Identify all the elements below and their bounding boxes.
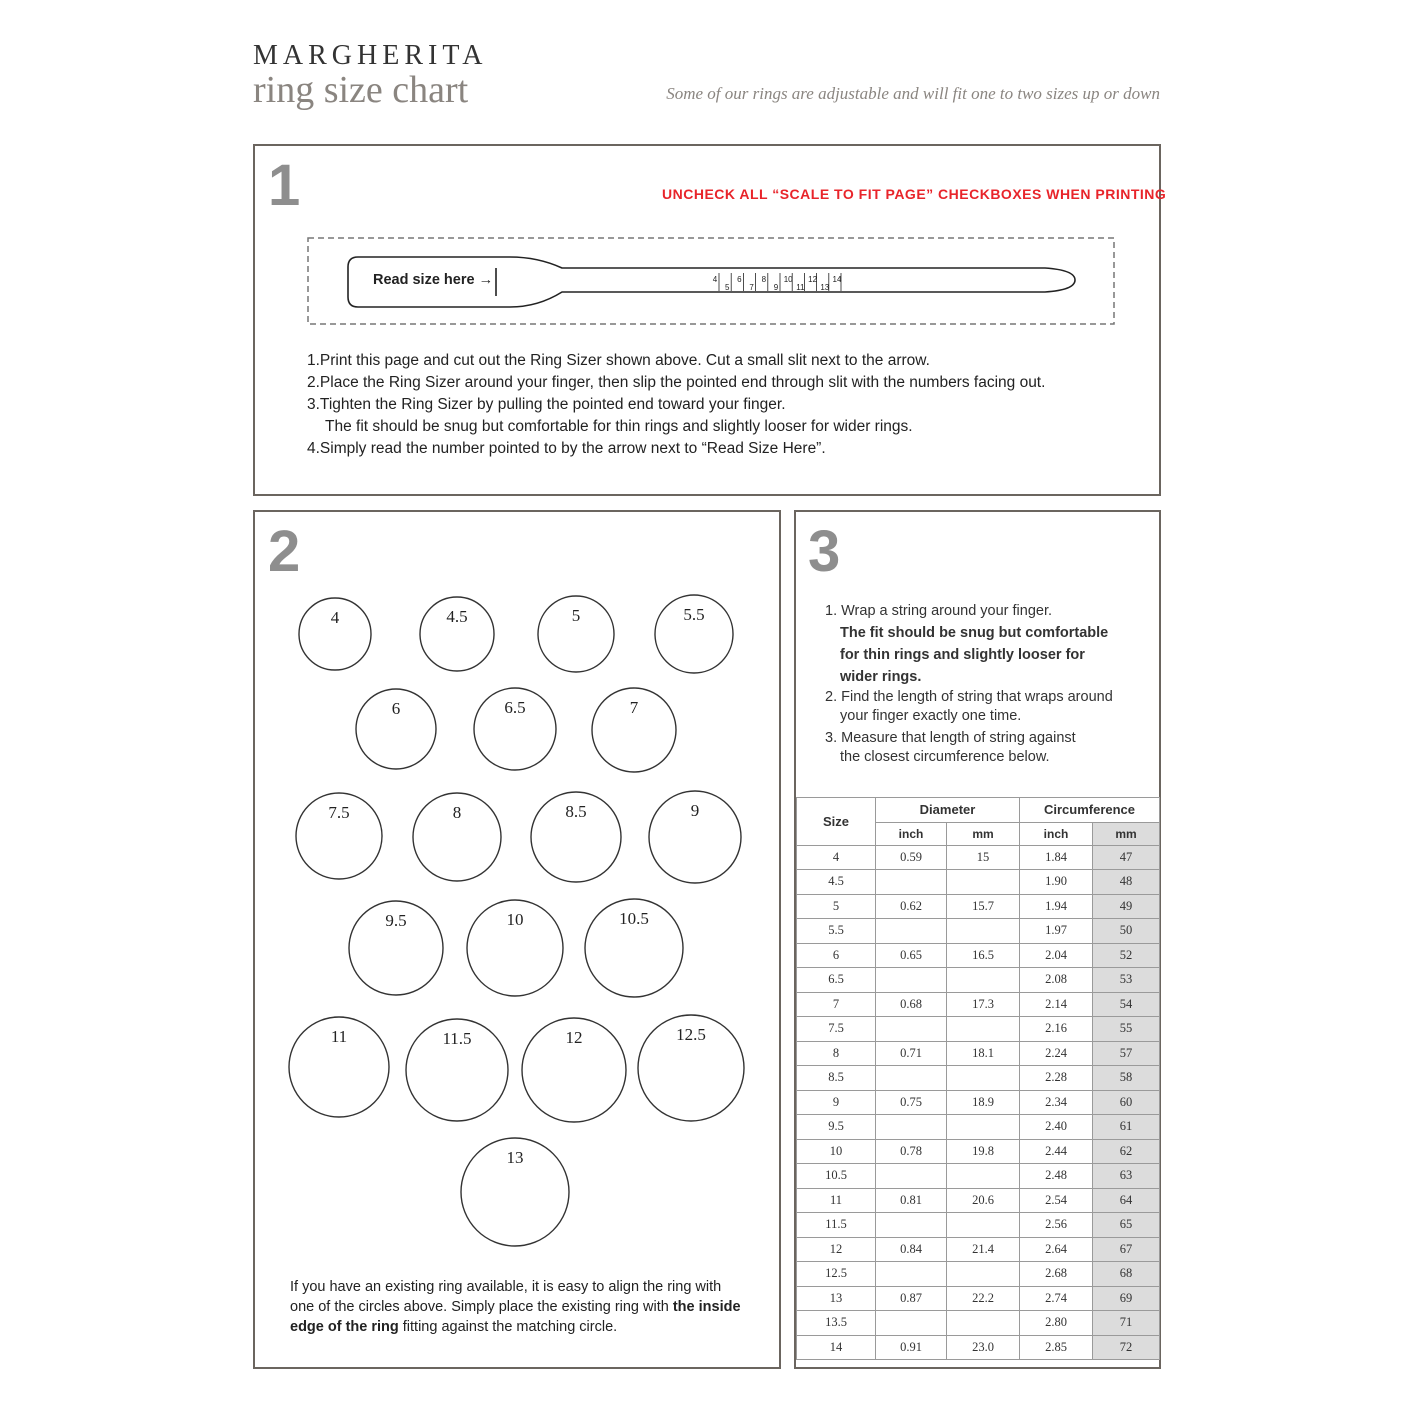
table-row bbox=[797, 1237, 1160, 1262]
cell-circ-inch: 2.24 bbox=[1020, 1041, 1093, 1066]
cell-diameter-inch: 0.84 bbox=[876, 1237, 947, 1262]
cell-circ-inch: 2.40 bbox=[1020, 1115, 1093, 1140]
cell-diameter-inch: 0.59 bbox=[876, 845, 947, 870]
cell-size: 11.5 bbox=[797, 1213, 876, 1238]
cell-circ-inch: 2.64 bbox=[1020, 1237, 1093, 1262]
step2-footer-line3 bbox=[290, 1317, 741, 1337]
table-row bbox=[797, 1335, 1160, 1360]
cell-size: 8.5 bbox=[797, 1066, 876, 1091]
ring-circle-label: 6 bbox=[391, 699, 401, 718]
cell-diameter-mm: 22.2 bbox=[947, 1286, 1020, 1311]
sizer-tick-label: 11 bbox=[796, 283, 805, 292]
cell-diameter-mm: 18.1 bbox=[947, 1041, 1020, 1066]
cell-circ-mm: 55 bbox=[1093, 1017, 1160, 1042]
step1-instructions bbox=[307, 350, 1045, 460]
header-diameter-inch: inch bbox=[876, 822, 947, 845]
cell-circ-inch: 2.54 bbox=[1020, 1188, 1093, 1213]
ring-circle-label: 4.5 bbox=[446, 607, 468, 626]
cell-diameter-inch: 0.68 bbox=[876, 992, 947, 1017]
cell-circ-inch: 2.14 bbox=[1020, 992, 1093, 1017]
cell-size: 12.5 bbox=[797, 1262, 876, 1287]
cell-size: 11 bbox=[797, 1188, 876, 1213]
ring-circle-label: 13 bbox=[506, 1148, 524, 1167]
cell-circ-inch: 1.94 bbox=[1020, 894, 1093, 919]
cell-diameter-mm bbox=[947, 1213, 1020, 1238]
header-circ-inch: inch bbox=[1020, 822, 1093, 845]
step3-instruction-1-note-c: wider rings. bbox=[840, 669, 922, 685]
cell-diameter-mm bbox=[947, 1115, 1020, 1140]
cell-circ-inch: 2.85 bbox=[1020, 1335, 1093, 1360]
cell-size: 5.5 bbox=[797, 919, 876, 944]
print-warning: UNCHECK ALL “SCALE TO FIT PAGE” CHECKBOXES WHEN PRINTING bbox=[662, 186, 1167, 202]
cell-size: 6.5 bbox=[797, 968, 876, 993]
table-row bbox=[797, 1311, 1160, 1336]
cell-circ-mm: 62 bbox=[1093, 1139, 1160, 1164]
cell-size: 9.5 bbox=[797, 1115, 876, 1140]
step1-instruction-2: 2.Place the Ring Sizer around your finger, then slip the pointed end through slit with the numbers facing out. bbox=[307, 374, 1046, 391]
cell-circ-inch: 2.08 bbox=[1020, 968, 1093, 993]
ring-circle-label: 5.5 bbox=[683, 605, 705, 624]
step3-instruction-1: 1. Wrap a string around your finger. bbox=[825, 603, 1053, 619]
cell-diameter-mm: 17.3 bbox=[947, 992, 1020, 1017]
step2-footer bbox=[290, 1277, 741, 1337]
step3-instruction-2: 2. Find the length of string that wraps around bbox=[825, 689, 1113, 705]
cell-size: 7 bbox=[797, 992, 876, 1017]
header-size: Size bbox=[797, 798, 876, 846]
cell-circ-inch: 1.90 bbox=[1020, 870, 1093, 895]
sizer-tick-label: 6 bbox=[737, 275, 742, 284]
table-row bbox=[797, 943, 1160, 968]
table-row bbox=[797, 1164, 1160, 1189]
cell-diameter-inch bbox=[876, 919, 947, 944]
cell-diameter-mm bbox=[947, 968, 1020, 993]
cell-diameter-inch bbox=[876, 870, 947, 895]
cell-circ-inch: 2.48 bbox=[1020, 1164, 1093, 1189]
cell-circ-inch: 2.16 bbox=[1020, 1017, 1093, 1042]
ring-circle-label: 9 bbox=[690, 801, 700, 820]
table-row bbox=[797, 992, 1160, 1017]
step1-instruction-3-note: The fit should be snug but comfortable for thin rings and slightly looser for wider rings. bbox=[325, 418, 913, 435]
table-row bbox=[797, 1188, 1160, 1213]
step3-instruction-1-note-b: for thin rings and slightly looser for bbox=[840, 647, 1085, 663]
tagline: Some of our rings are adjustable and will fit one to two sizes up or down bbox=[666, 84, 1160, 103]
cell-circ-mm: 49 bbox=[1093, 894, 1160, 919]
cell-circ-inch: 2.56 bbox=[1020, 1213, 1093, 1238]
cell-size: 4.5 bbox=[797, 870, 876, 895]
cell-diameter-mm bbox=[947, 870, 1020, 895]
cell-circ-mm: 64 bbox=[1093, 1188, 1160, 1213]
sizer-tick-label: 9 bbox=[773, 283, 779, 292]
cell-size: 5 bbox=[797, 894, 876, 919]
cell-circ-inch: 2.28 bbox=[1020, 1066, 1093, 1091]
step2-number: 2 bbox=[268, 519, 301, 584]
cell-size: 10.5 bbox=[797, 1164, 876, 1189]
brand-logo: MARGHERITA bbox=[253, 40, 488, 71]
table-row bbox=[797, 1041, 1160, 1066]
header-diameter-mm: mm bbox=[947, 822, 1020, 845]
cell-diameter-mm bbox=[947, 919, 1020, 944]
cell-circ-mm: 60 bbox=[1093, 1090, 1160, 1115]
header-circumference: Circumference bbox=[1020, 798, 1160, 823]
cell-circ-mm: 57 bbox=[1093, 1041, 1160, 1066]
sizer-tick-label: 12 bbox=[808, 275, 818, 284]
cell-circ-mm: 53 bbox=[1093, 968, 1160, 993]
cell-diameter-inch bbox=[876, 1311, 947, 1336]
table-row bbox=[797, 1090, 1160, 1115]
cell-circ-mm: 54 bbox=[1093, 992, 1160, 1017]
cell-diameter-inch bbox=[876, 1164, 947, 1189]
cell-diameter-mm bbox=[947, 1164, 1020, 1189]
table-row bbox=[797, 1213, 1160, 1238]
cell-circ-mm: 58 bbox=[1093, 1066, 1160, 1091]
ring-circle-label: 8 bbox=[452, 803, 462, 822]
cell-circ-inch: 2.44 bbox=[1020, 1139, 1093, 1164]
cell-circ-inch: 1.84 bbox=[1020, 845, 1093, 870]
table-row bbox=[797, 1017, 1160, 1042]
cell-diameter-inch bbox=[876, 1017, 947, 1042]
cell-circ-inch: 2.80 bbox=[1020, 1311, 1093, 1336]
cell-diameter-inch bbox=[876, 1262, 947, 1287]
cell-diameter-mm: 19.8 bbox=[947, 1139, 1020, 1164]
cell-diameter-inch bbox=[876, 1066, 947, 1091]
table-row bbox=[797, 845, 1160, 870]
step1-instruction-1: 1.Print this page and cut out the Ring Sizer shown above. Cut a small slit next to the arrow. bbox=[307, 352, 930, 369]
step2-footer-line1: If you have an existing ring available, it is easy to align the ring with bbox=[290, 1279, 722, 1295]
cell-circ-mm: 69 bbox=[1093, 1286, 1160, 1311]
cell-diameter-mm: 20.6 bbox=[947, 1188, 1020, 1213]
step1-number: 1 bbox=[268, 153, 301, 218]
cell-size: 7.5 bbox=[797, 1017, 876, 1042]
ring-circle-label: 8.5 bbox=[565, 802, 587, 821]
step3-instruction-3: 3. Measure that length of string against bbox=[825, 730, 1076, 746]
step2-footer-bold-2: edge of the ring bbox=[290, 1319, 399, 1335]
cell-circ-mm: 72 bbox=[1093, 1335, 1160, 1360]
cell-circ-mm: 47 bbox=[1093, 845, 1160, 870]
cell-size: 6 bbox=[797, 943, 876, 968]
cell-diameter-mm bbox=[947, 1262, 1020, 1287]
cell-circ-mm: 68 bbox=[1093, 1262, 1160, 1287]
cell-circ-mm: 71 bbox=[1093, 1311, 1160, 1336]
header-diameter: Diameter bbox=[876, 798, 1020, 823]
cell-diameter-inch: 0.75 bbox=[876, 1090, 947, 1115]
step1-instruction-4: 4.Simply read the number pointed to by the arrow next to “Read Size Here”. bbox=[307, 440, 826, 457]
cell-diameter-mm bbox=[947, 1017, 1020, 1042]
cell-circ-inch: 2.68 bbox=[1020, 1262, 1093, 1287]
table-row bbox=[797, 968, 1160, 993]
ring-circle-label: 9.5 bbox=[385, 911, 407, 930]
step2-footer-line2 bbox=[290, 1297, 741, 1317]
ring-circle-label: 6.5 bbox=[504, 698, 526, 717]
cell-size: 13 bbox=[797, 1286, 876, 1311]
step2-footer-text: one of the circles above. Simply place the existing ring with bbox=[290, 1299, 673, 1315]
sizer-tick-label: 14 bbox=[832, 275, 842, 284]
size-table bbox=[796, 797, 1160, 1360]
header-circ-mm: mm bbox=[1093, 822, 1160, 845]
sizer-tick-label: 5 bbox=[724, 283, 730, 292]
cell-circ-inch: 2.34 bbox=[1020, 1090, 1093, 1115]
cell-size: 8 bbox=[797, 1041, 876, 1066]
cell-diameter-inch: 0.81 bbox=[876, 1188, 947, 1213]
step3-instructions bbox=[825, 600, 1113, 767]
step3-instruction-2-b: your finger exactly one time. bbox=[840, 708, 1022, 724]
cell-size: 14 bbox=[797, 1335, 876, 1360]
step2-footer-text-2: fitting against the matching circle. bbox=[398, 1319, 618, 1335]
table-row bbox=[797, 894, 1160, 919]
cell-diameter-inch: 0.87 bbox=[876, 1286, 947, 1311]
ring-circles bbox=[253, 510, 781, 1270]
cell-diameter-inch: 0.78 bbox=[876, 1139, 947, 1164]
ring-circle-label: 4 bbox=[330, 608, 340, 627]
cell-diameter-inch bbox=[876, 968, 947, 993]
sizer-tick-label: 4 bbox=[712, 275, 718, 284]
ring-circle-label: 12.5 bbox=[676, 1025, 706, 1044]
sizer-tick-label: 8 bbox=[761, 275, 767, 284]
table-row bbox=[797, 870, 1160, 895]
step3-instruction-1-note-a: The fit should be snug but comfortable bbox=[840, 625, 1109, 641]
step1-instruction-3: 3.Tighten the Ring Sizer by pulling the pointed end toward your finger. bbox=[307, 396, 786, 413]
cell-diameter-mm: 16.5 bbox=[947, 943, 1020, 968]
page-title: ring size chart bbox=[253, 69, 469, 111]
cell-circ-inch: 1.97 bbox=[1020, 919, 1093, 944]
cell-circ-mm: 63 bbox=[1093, 1164, 1160, 1189]
ring-circle-label: 7 bbox=[629, 698, 639, 717]
step2-footer-bold: the inside bbox=[672, 1299, 741, 1315]
ring-circle-label: 12 bbox=[565, 1028, 583, 1047]
ring-circle-label: 10.5 bbox=[619, 909, 649, 928]
cell-diameter-inch: 0.91 bbox=[876, 1335, 947, 1360]
sizer-tick-label: 10 bbox=[783, 275, 793, 284]
cell-circ-mm: 65 bbox=[1093, 1213, 1160, 1238]
cell-size: 13.5 bbox=[797, 1311, 876, 1336]
ring-circle-label: 5 bbox=[571, 606, 581, 625]
sizer-tick-label: 13 bbox=[820, 283, 830, 292]
table-row bbox=[797, 919, 1160, 944]
cell-size: 10 bbox=[797, 1139, 876, 1164]
cell-diameter-inch bbox=[876, 1213, 947, 1238]
table-row bbox=[797, 1139, 1160, 1164]
step3-instruction-3-b: the closest circumference below. bbox=[840, 749, 1050, 765]
cell-size: 4 bbox=[797, 845, 876, 870]
table-row bbox=[797, 1066, 1160, 1091]
ring-circle-label: 7.5 bbox=[328, 803, 350, 822]
cell-diameter-inch: 0.71 bbox=[876, 1041, 947, 1066]
table-row bbox=[797, 1115, 1160, 1140]
cell-circ-inch: 2.04 bbox=[1020, 943, 1093, 968]
ring-circle-label: 10 bbox=[506, 910, 524, 929]
table-row bbox=[797, 1262, 1160, 1287]
cell-circ-mm: 67 bbox=[1093, 1237, 1160, 1262]
cell-diameter-mm: 23.0 bbox=[947, 1335, 1020, 1360]
table-row bbox=[797, 1286, 1160, 1311]
cell-circ-mm: 61 bbox=[1093, 1115, 1160, 1140]
cell-circ-mm: 50 bbox=[1093, 919, 1160, 944]
cell-diameter-mm bbox=[947, 1311, 1020, 1336]
sizer-tick-label: 7 bbox=[749, 283, 754, 292]
step3-number: 3 bbox=[808, 519, 841, 584]
cell-circ-inch: 2.74 bbox=[1020, 1286, 1093, 1311]
cell-diameter-mm bbox=[947, 1066, 1020, 1091]
cell-size: 12 bbox=[797, 1237, 876, 1262]
ring-circle-label: 11.5 bbox=[442, 1029, 472, 1048]
read-size-label: Read size here → bbox=[373, 272, 494, 288]
cell-diameter-inch: 0.65 bbox=[876, 943, 947, 968]
cell-diameter-inch: 0.62 bbox=[876, 894, 947, 919]
cell-diameter-mm: 21.4 bbox=[947, 1237, 1020, 1262]
cell-diameter-inch bbox=[876, 1115, 947, 1140]
cell-diameter-mm: 18.9 bbox=[947, 1090, 1020, 1115]
cell-circ-mm: 52 bbox=[1093, 943, 1160, 968]
ring-circle-label: 11 bbox=[330, 1027, 348, 1046]
cell-diameter-mm: 15.7 bbox=[947, 894, 1020, 919]
cell-circ-mm: 48 bbox=[1093, 870, 1160, 895]
cell-diameter-mm: 15 bbox=[947, 845, 1020, 870]
cell-size: 9 bbox=[797, 1090, 876, 1115]
